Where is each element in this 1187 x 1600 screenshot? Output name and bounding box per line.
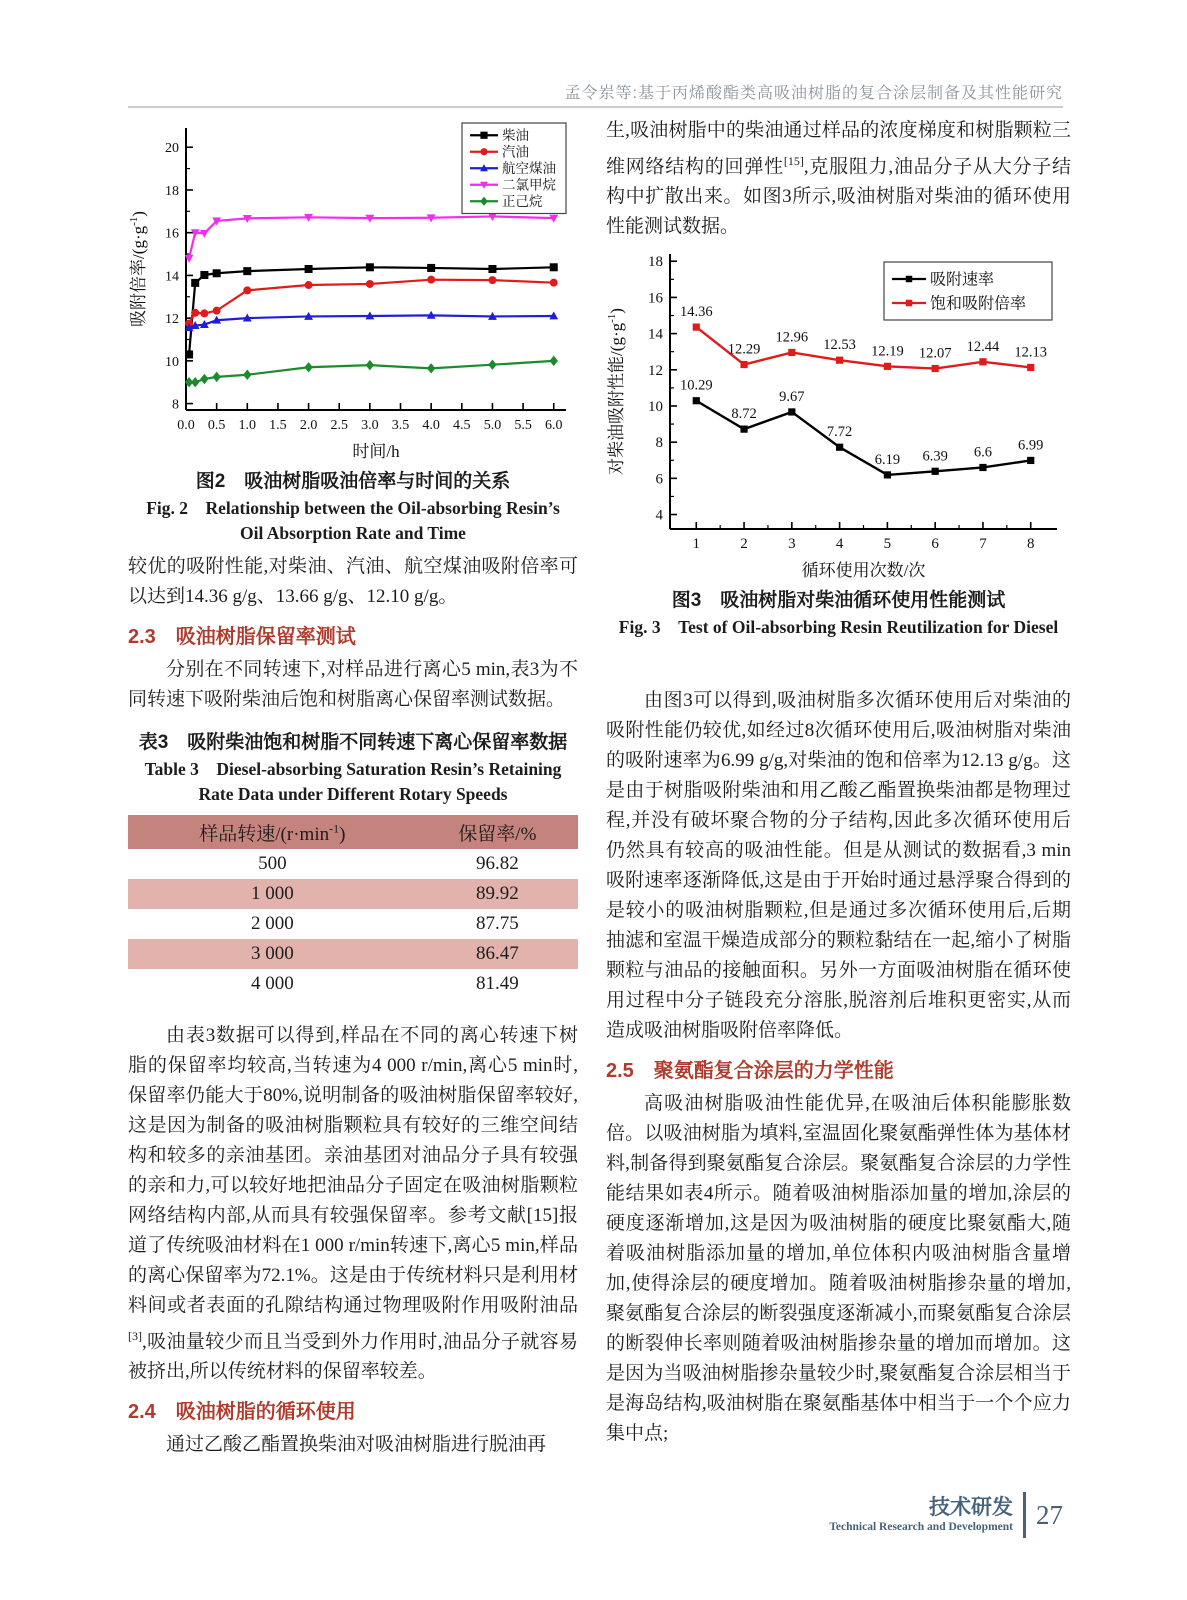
table-cell: 1 000 <box>250 883 294 904</box>
table-row <box>128 849 578 879</box>
paragraph-text: 由表3数据可以得到,样品在不同的离心转速下树脂的保留率均较高,当转速为4 000 r/min,离心5 min时,保留率仍能大于80%,说明制备的吸油树脂保留率较好,这是因为制备的吸油树脂颗粒具有较好的三维空间结构和较多的亲油基团。亲油基团对油品分子具有较强的亲和力,可以较好地把油品分子固定在吸油树脂颗粒网络结构内部,从而具有较强保留率。参考文献[15]报道了传统吸油材料在1 000 r/min转速下,离心5 min,样品的离心保留率为72.1%。这是由于传统材料只是利用材料间或者表面的孔隙结构通过物理吸附作用吸附油品 <box>128 1025 578 1316</box>
right-column <box>606 116 1071 1449</box>
table3-title-en-line1: Table 3 Diesel-absorbing Saturation Resin’s Retaining <box>144 759 562 779</box>
table-header-row <box>128 815 578 849</box>
svg-text:二氯甲烷: 二氯甲烷 <box>502 177 556 193</box>
svg-text:8: 8 <box>655 435 663 452</box>
svg-text:16: 16 <box>648 290 663 307</box>
svg-text:12.53: 12.53 <box>823 337 856 354</box>
table-cell: 81.49 <box>475 973 519 994</box>
section-heading-2-4: 2.4 吸油树脂的循环使用 <box>128 1401 356 1424</box>
svg-text:1.5: 1.5 <box>269 418 287 433</box>
fig3-caption <box>606 587 1071 640</box>
fig2-caption-en-line1: Fig. 2 Relationship between the Oil-absorbing Resin’s <box>146 498 560 518</box>
svg-text:9.67: 9.67 <box>779 389 805 406</box>
table-body <box>128 849 578 999</box>
header-rule <box>128 106 1063 108</box>
svg-text:吸附倍率/(g·g-1): 吸附倍率$/(g\cdot g^{-1})$ <box>128 211 148 327</box>
table3-title <box>128 729 578 807</box>
svg-text:0.0: 0.0 <box>177 418 195 433</box>
paragraph-oil-absorption-result: 较优的吸附性能,对柴油、汽油、航空煤油吸附倍率可以达到14.36 g/g、13.66 g/g、12.10 g/g。 <box>128 556 578 607</box>
svg-text:14.36: 14.36 <box>679 304 713 321</box>
svg-text:6: 6 <box>931 536 939 553</box>
running-head: 孟令岽等:基于丙烯酸酯类高吸油树脂的复合涂层制备及其性能研究 <box>564 85 1063 102</box>
paragraph-reuse-discussion: 由图3可以得到,吸油树脂多次循环使用后对柴油的吸附性能仍较优,如经过8次循环使用后,吸油树脂对柴油的吸附速率为6.99 g/g,对柴油的饱和倍率为12.13 g/g。这是由于树脂吸附柴油和用乙酸乙酯置换柴油都是物理过程,并没有破坏聚合物的分子结构,因此多次循环使用后仍然具有较高的吸油性能。但是从测试的数据看,3 min吸附速率逐渐降低,这是由于开始时通过悬浮聚合得到的是较小的吸油树脂颗粒,但是通过多次循环使用后,后期抽滤和室温干燥造成部分的颗粒黏结在一起,缩小了树脂颗粒与油品的接触面积。另外一方面吸油树脂在循环使用过程中分子链段充分溶胀,脱溶剂后堆积更密实,从而造成吸油树脂吸附倍率降低。 <box>606 690 1071 1042</box>
svg-text:12.29: 12.29 <box>727 341 761 358</box>
column-header-retention: 保留率/% <box>458 823 537 845</box>
fig2-caption <box>128 468 578 546</box>
paragraph-recycle-intro: 通过乙酸乙酯置换柴油对吸油树脂进行脱油再 <box>166 1434 547 1456</box>
column-header-speed <box>128 815 417 849</box>
svg-text:12.13: 12.13 <box>1014 344 1048 361</box>
table3-title-en-line2: Rate Data under Different Rotary Speeds <box>198 784 508 804</box>
table3-title-cn: 表3 吸附柴油饱和树脂不同转速下离心保留率数据 <box>138 732 568 753</box>
table-row <box>128 879 578 909</box>
figure-2 <box>128 116 578 546</box>
table-cell: 2 000 <box>250 913 294 934</box>
svg-text:12.44: 12.44 <box>966 339 1000 356</box>
left-column <box>128 116 578 1460</box>
svg-text:5: 5 <box>883 536 892 553</box>
svg-text:14: 14 <box>165 269 179 285</box>
column-header-speed-close: ) <box>339 823 346 845</box>
svg-text:1: 1 <box>692 536 701 553</box>
svg-text:时间/h: 时间/h <box>352 442 400 461</box>
svg-text:6.6: 6.6 <box>973 444 993 461</box>
paragraph-retention-discussion <box>128 1021 578 1387</box>
footer-divider <box>1023 1492 1026 1538</box>
table-row <box>128 939 578 969</box>
svg-text:12: 12 <box>165 312 179 328</box>
svg-text:20: 20 <box>165 141 179 157</box>
table-cell: 3 000 <box>250 943 294 964</box>
svg-text:4: 4 <box>655 507 663 524</box>
svg-text:2: 2 <box>740 536 748 553</box>
section-heading-2-3: 2.3 吸油树脂保留率测试 <box>128 626 356 648</box>
footer-section <box>829 1496 1013 1535</box>
paragraph-diffusion <box>606 116 1071 242</box>
footer-section-en: Technical Research and Development <box>829 1520 1013 1533</box>
fig3-caption-en: Fig. 3 Test of Oil-absorbing Resin Reutilization for Diesel <box>618 617 1059 638</box>
fig2-line-chart <box>128 116 578 468</box>
table-cell: 87.75 <box>475 913 519 934</box>
svg-text:4.5: 4.5 <box>453 418 471 433</box>
fig3-line-chart <box>606 242 1071 587</box>
svg-text:3.5: 3.5 <box>391 418 410 433</box>
svg-text:12.96: 12.96 <box>775 329 809 346</box>
svg-text:2.0: 2.0 <box>299 418 318 433</box>
svg-text:柴油: 柴油 <box>502 127 529 143</box>
table-cell: 89.92 <box>475 883 519 904</box>
svg-text:4.0: 4.0 <box>422 418 440 433</box>
page-footer <box>829 1492 1063 1538</box>
table-cell: 4 000 <box>250 973 294 994</box>
svg-text:汽油: 汽油 <box>502 144 529 160</box>
svg-text:10.29: 10.29 <box>679 378 713 395</box>
svg-text:2.5: 2.5 <box>330 418 348 433</box>
paragraph-text: 生,吸油树脂中的柴油通过样品的浓度梯度和树脂颗粒三维网络结构的回弹性 <box>606 120 1071 178</box>
svg-text:航空煤油: 航空煤油 <box>502 160 556 176</box>
citation-15: [15] <box>783 154 804 168</box>
svg-text:12: 12 <box>648 363 663 380</box>
svg-text:3.0: 3.0 <box>361 418 379 433</box>
table-row <box>128 969 578 999</box>
fig3-caption-cn: 图3 吸油树脂对柴油循环使用性能测试 <box>671 590 1006 612</box>
svg-text:对柴油吸附性能/(g·g-1): 对柴油吸附性能$/(g\cdot g^{-1})$ <box>606 308 626 476</box>
svg-text:4: 4 <box>835 536 844 553</box>
svg-text:7.72: 7.72 <box>826 424 853 441</box>
svg-text:8.72: 8.72 <box>731 406 757 423</box>
svg-text:循环使用次数/次: 循环使用次数/次 <box>801 561 926 581</box>
svg-text:12.19: 12.19 <box>871 343 904 360</box>
svg-text:18: 18 <box>165 183 179 199</box>
svg-text:6.0: 6.0 <box>544 418 563 433</box>
section-heading-2-5: 2.5 聚氨酯复合涂层的力学性能 <box>606 1060 894 1083</box>
table-cell: 86.47 <box>475 943 519 964</box>
svg-text:0.5: 0.5 <box>207 418 226 433</box>
svg-text:吸附速率: 吸附速率 <box>930 271 995 289</box>
fig2-caption-en-line2: Oil Absorption Rate and Time <box>240 523 466 543</box>
table-row <box>128 909 578 939</box>
table-cell: 96.82 <box>475 853 519 874</box>
svg-text:8: 8 <box>1026 536 1035 553</box>
svg-text:6.39: 6.39 <box>922 448 948 465</box>
svg-text:5.0: 5.0 <box>483 418 502 433</box>
svg-text:1.0: 1.0 <box>238 418 257 433</box>
svg-text:6.19: 6.19 <box>874 452 901 469</box>
table-3 <box>128 815 578 999</box>
svg-text:6: 6 <box>655 471 663 488</box>
column-header-speed-sup: -1 <box>329 821 340 836</box>
svg-text:10: 10 <box>165 354 179 370</box>
fig2-caption-cn: 图2 吸油树脂吸油倍率与时间的关系 <box>195 471 511 492</box>
svg-text:8: 8 <box>172 397 179 413</box>
table-cell: 500 <box>258 853 287 874</box>
svg-text:18: 18 <box>648 254 663 271</box>
svg-text:10: 10 <box>648 399 663 416</box>
svg-text:6.99: 6.99 <box>1018 437 1044 454</box>
svg-text:5.5: 5.5 <box>514 418 532 433</box>
svg-text:12.07: 12.07 <box>918 345 952 362</box>
paragraph-mechanical-properties: 高吸油树脂吸油性能优异,在吸油后体积能膨胀数倍。以吸油树脂为填料,室温固化聚氨酯弹性体为基体材料,制备得到聚氨酯复合涂层。聚氨酯复合涂层的力学性能结果如表4所示。随着吸油树脂添加量的增加,涂层的硬度逐渐增加,这是因为吸油树脂的硬度比聚氨酯大,随着吸油树脂添加量的增加,单位体积内吸油树脂含量增加,使得涂层的硬度增加。随着吸油树脂掺杂量的增加,聚氨酯复合涂层的断裂强度逐渐减小,而聚氨酯复合涂层的断裂伸长率则随着吸油树脂掺杂量的增加而增加。这是因为当吸油树脂掺杂量较少时,聚氨酯复合涂层相当于是海岛结构,吸油树脂在聚氨酯基体中相当于一个个应力集中点; <box>606 1093 1071 1445</box>
paragraph-text: ,克服阻力,油品分子从大分子结构中扩散出来。如图3所示,吸油树脂对柴油的循环使用性能测试数据。 <box>606 156 1071 238</box>
svg-text:3: 3 <box>788 536 796 553</box>
svg-text:饱和吸附倍率: 饱和吸附倍率 <box>930 295 1027 313</box>
figure-3 <box>606 242 1071 640</box>
svg-text:7: 7 <box>979 536 987 553</box>
citation-3: [3] <box>128 1329 142 1343</box>
footer-section-cn: 技术研发 <box>929 1495 1013 1519</box>
page-number: 27 <box>1036 1499 1063 1530</box>
svg-text:正己烷: 正己烷 <box>502 193 543 209</box>
paragraph-retention-intro: 分别在不同转速下,对样品进行离心5 min,表3为不同转速下吸附柴油后饱和树脂离心保留率测试数据。 <box>128 659 578 710</box>
svg-text:16: 16 <box>165 226 179 242</box>
column-header-speed-text: 样品转速/(r·min <box>199 823 330 845</box>
svg-text:14: 14 <box>648 326 663 343</box>
paragraph-text: ,吸油量较少而且当受到外力作用时,油品分子就容易被挤出,所以传统材料的保留率较差。 <box>128 1331 578 1383</box>
